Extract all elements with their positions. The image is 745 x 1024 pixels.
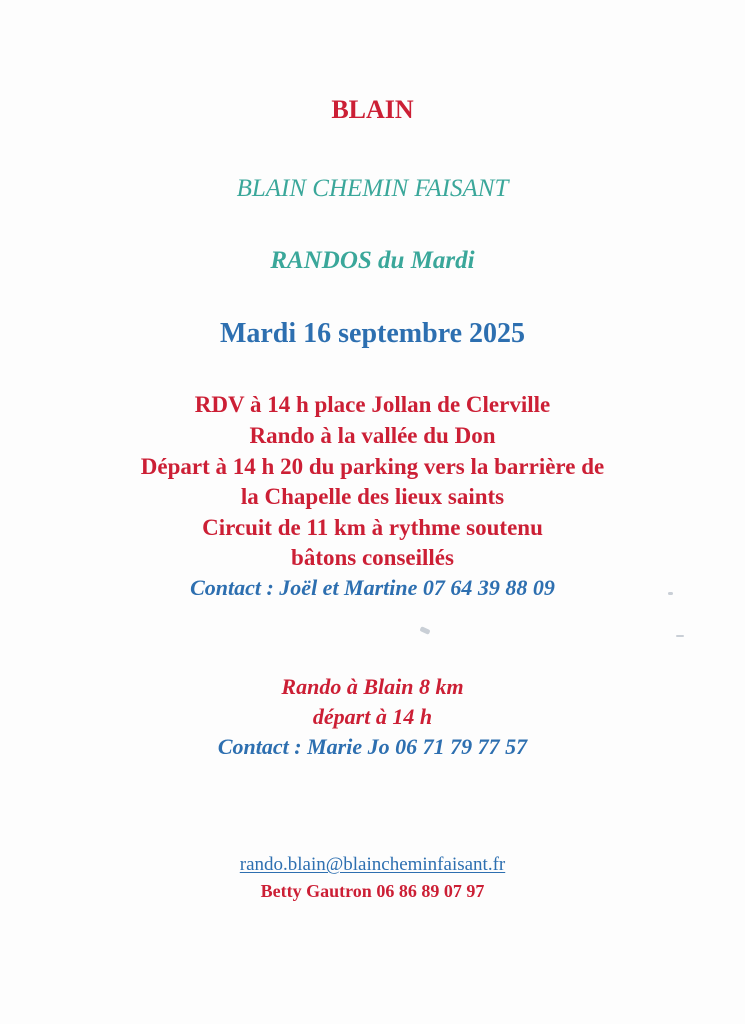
walk-2-contact: Contact : Marie Jo 06 71 79 77 57 — [217, 734, 528, 759]
scan-speck — [419, 626, 430, 635]
walk-1-departure: Départ à 14 h 20 du parking vers la barrière de — [140, 454, 605, 479]
scan-speck — [676, 635, 684, 637]
program-name: RANDOS du Mardi — [270, 247, 475, 274]
walk-1-contact: Contact : Joël et Martine 07 64 39 88 09 — [190, 575, 555, 600]
footer-contact: Betty Gautron 06 86 89 07 97 — [260, 881, 485, 901]
scan-speck — [668, 592, 673, 595]
walk-1-equipment: bâtons conseillés — [291, 545, 454, 570]
walk-2-title: Rando à Blain 8 km — [281, 674, 464, 699]
walk-2-departure: départ à 14 h — [312, 704, 433, 729]
walk-1-meeting-point: RDV à 14 h place Jollan de Clerville — [194, 392, 551, 417]
contact-email-link[interactable]: rando.blain@blaincheminfaisant.fr — [239, 854, 506, 875]
walk-1-departure-continued: la Chapelle des lieux saints — [240, 484, 505, 509]
walk-1-circuit: Circuit de 11 km à rythme soutenu — [202, 515, 543, 540]
walk-1-destination: Rando à la vallée du Don — [249, 423, 496, 448]
town-title: BLAIN — [331, 95, 414, 124]
event-date: Mardi 16 septembre 2025 — [219, 318, 526, 349]
organization-name: BLAIN CHEMIN FAISANT — [236, 175, 509, 202]
